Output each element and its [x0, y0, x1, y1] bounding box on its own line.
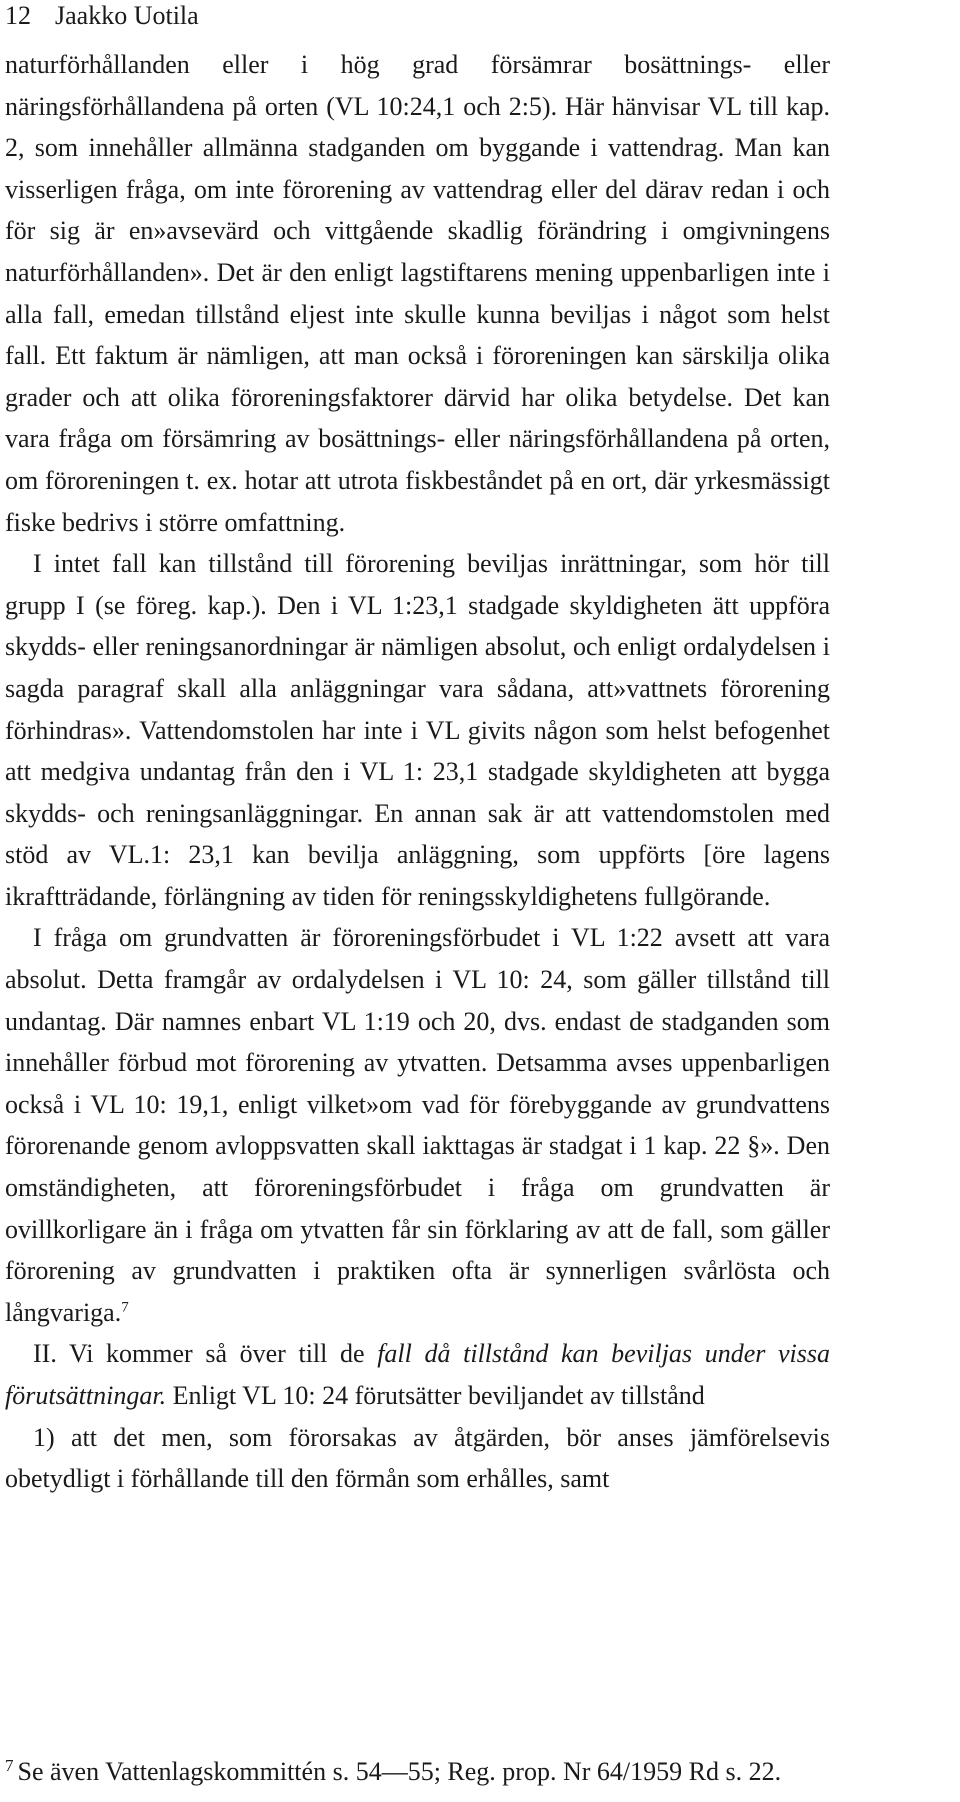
- text-run: I fråga om grundvatten är föroreningsförbudet i VL 1:22 avsett att vara absolut. Detta framgår av ordalydelsen i VL 10: 24, som gäller tillstånd till undantag. Där namnes enbart VL 1:19 och 20, dvs. endast de stadganden som innehåller förbud mot förorening av ytvatten. Detsamma avses uppenbarligen också i VL 10: 19,1, enligt vilket»om vad för förebyggande av grundvattens förorenande genom avloppsvatten skall iakttagas är stadgat i 1 kap. 22 §». Den omständigheten, att föroreningsförbudet i fråga om grundvatten är ovillkorligare än i fråga om ytvatten får sin förklaring av att de fall, som gäller förorening av grundvatten i praktiken ofta är synnerligen svårlösta och långvariga.: [5, 923, 830, 1327]
- paragraph: [5, 44, 830, 543]
- footnote-reference: 7: [121, 1299, 129, 1316]
- page-header: [5, 0, 199, 32]
- text-run: I intet fall kan tillstånd till förorening beviljas inrättningar, som hör till grupp I (se föreg. kap.). Den i VL 1:23,1 stadgade skyldigheten ätt uppföra skydds- eller reningsanordningar är nämligen absolut, och enligt ordalydelsen i sagda paragraf skall alla anläggningar vara sådana, att»vattnets förorening förhindras». Vattendomstolen har inte i VL givits någon som helst befogenhet att medgiva undantag från den i VL 1: 23,1 stadgade skyldigheten att bygga skydds- och reningsanläggningar. En annan sak är att vattendomstolen med stöd av VL.1: 23,1 kan bevilja anläggning, som uppförts [öre lagens ikraftträdande, förlängning av tiden för reningsskyldighetens fullgörande.: [5, 549, 830, 911]
- text-run: II. Vi kommer så över till de: [33, 1339, 378, 1369]
- italic-text: fall då tillstånd kan beviljas under vissa förutsättningar.: [5, 1339, 830, 1410]
- footnote: [5, 1754, 830, 1790]
- running-head: Jaakko Uotila: [55, 1, 199, 30]
- text-run: naturförhållanden eller i hög grad försämrar bosättnings- eller näringsförhållandena på orten (VL 10:24,1 och 2:5). Här hänvisar VL till kap. 2, som innehåller allmänna stadganden om byggande i vattendrag. Man kan visserligen fråga, om inte förorening av vattendrag eller del därav redan i och för sig är en»avsevärd och vittgående skadlig förändring i omgivningens naturförhållanden». Det är den enligt lagstiftarens mening uppenbarligen inte i alla fall, emedan tillstånd eljest inte skulle kunna beviljas i något som helst fall. Ett faktum är nämligen, att man också i föroreningen kan särskilja olika grader och att olika föroreningsfaktorer därvid har olika betydelse. Det kan vara fråga om försämring av bosättnings- eller näringsförhållandena på orten, om föroreningen t. ex. hotar att utrota fiskbeståndet på en ort, där yrkesmässigt fiske bedrivs i större omfattning.: [5, 50, 830, 537]
- body-text: [5, 44, 830, 1500]
- paragraph: [5, 543, 830, 917]
- footnote-text: Se även Vattenlagskommittén s. 54—55; Reg. prop. Nr 64/1959 Rd s. 22.: [17, 1757, 782, 1786]
- paragraph: [5, 917, 830, 1333]
- paragraph: [5, 1417, 830, 1500]
- footnote-marker: 7: [5, 1756, 14, 1775]
- paragraph: [5, 1333, 830, 1416]
- text-run: Enligt VL 10: 24 förutsätter beviljandet av tillstånd: [166, 1381, 705, 1410]
- text-run: 1) att det men, som förorsakas av åtgärden, bör anses jämförelsevis obetydligt i förhållande till den förmån som erhålles, samt: [5, 1422, 830, 1494]
- page-number: 12: [5, 1, 31, 30]
